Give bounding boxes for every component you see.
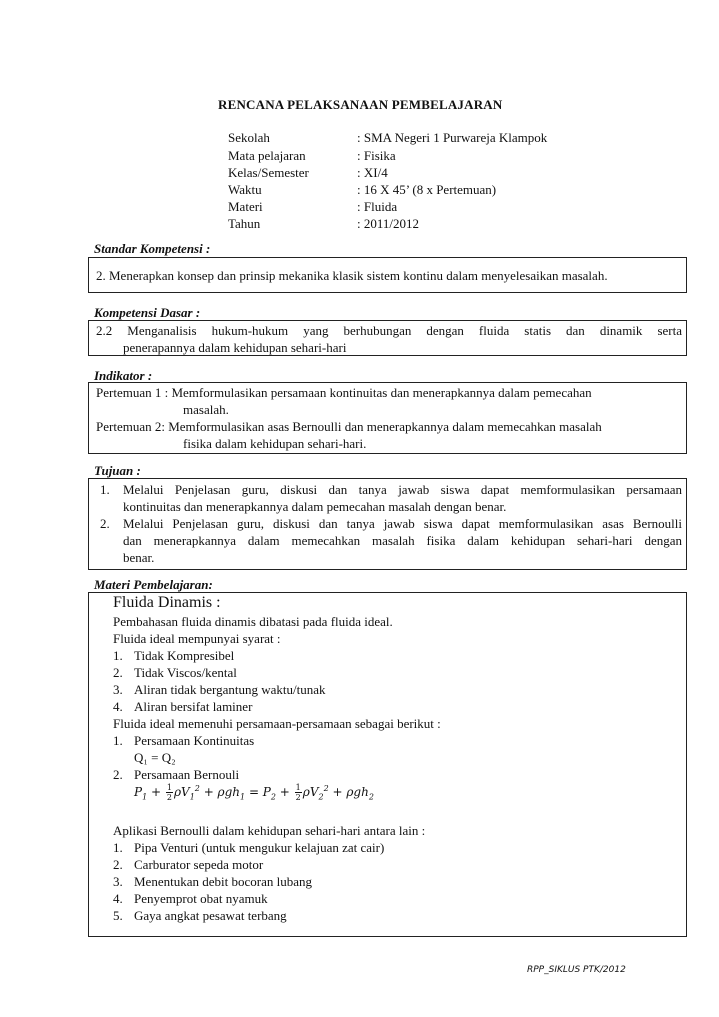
tujuan-box [88, 478, 687, 570]
syarat-item: Aliran tidak bergantung waktu/tunak [134, 682, 326, 697]
info-value: : Fisika [357, 148, 396, 163]
tujuan-line: kontinuitas dan menerapkannya dalam pemecahan masalah dengan benar. [123, 499, 507, 514]
aplikasi-item: Pipa Venturi (untuk mengukur kelajuan zat cair) [134, 840, 385, 855]
bernoulli-equation: $P_1$ + $\frac{1}{2}$ $\rho V_1^2 + \rho gh_1 = P_2$ + $\frac{1}{2}$ $\rho V_2^2 + \rho gh_2$ [134, 783, 374, 802]
syarat-item: Tidak Kompresibel [134, 648, 235, 663]
info-label: Sekolah [228, 130, 270, 145]
tujuan-line: dan menerapkannya dalam memecahkan masalah fisika dalam kehidupan sehari-hari dengan [123, 533, 682, 548]
persamaan-item: Persamaan Kontinuitas [134, 733, 255, 748]
syarat-item: Tidak Viscos/kental [134, 665, 237, 680]
list-number: 5. [113, 908, 123, 923]
aplikasi-item: Penyemprot obat nyamuk [134, 891, 268, 906]
aplikasi-item: Menentukan debit bocoran lubang [134, 874, 312, 889]
info-label: Mata pelajaran [228, 148, 306, 163]
tujuan-line: Melalui Penjelasan guru, diskusi dan tanya jawab siswa dapat memformulasikan persamaan [123, 482, 682, 497]
page-footer: RPP_SIKLUS PTK/2012 [527, 965, 626, 975]
info-label: Waktu [228, 182, 262, 197]
materi-text: Aplikasi Bernoulli dalam kehidupan sehari-hari antara lain : [113, 823, 426, 838]
materi-box [88, 592, 687, 937]
info-value: : XI/4 [357, 165, 388, 180]
info-value: : SMA Negeri 1 Purwareja Klampok [357, 130, 548, 145]
materi-heading: Materi Pembelajaran: [94, 577, 213, 592]
materi-subheading: Fluida Dinamis : [113, 594, 221, 611]
list-number: 1. [113, 733, 123, 748]
list-number: 1. [113, 840, 123, 855]
list-number: 2. [113, 767, 123, 782]
standar-box [88, 257, 687, 293]
list-number: 3. [113, 874, 123, 889]
info-label: Kelas/Semester [228, 165, 309, 180]
persamaan-item: Persamaan Bernouli [134, 767, 240, 782]
list-number: 3. [113, 682, 123, 697]
info-label: Materi [228, 199, 263, 214]
kontinuitas-equation: Q₁ = Q₂ [134, 750, 176, 765]
indikator-line: masalah. [183, 402, 229, 417]
info-value: : Fluida [357, 199, 398, 214]
indikator-line: fisika dalam kehidupan sehari-hari. [183, 436, 367, 451]
materi-text: Fluida ideal mempunyai syarat : [113, 631, 281, 646]
list-number: 2. [113, 665, 123, 680]
indikator-line: Pertemuan 2: Memformulasikan asas Bernoulli dan menerapkannya dalam memecahkan masalah [96, 419, 602, 434]
aplikasi-item: Carburator sepeda motor [134, 857, 264, 872]
indikator-line: Pertemuan 1 : Memformulasikan persamaan kontinuitas dan menerapkannya dalam pemecahan [96, 385, 592, 400]
kompetensi-heading: Kompetensi Dasar : [94, 305, 201, 320]
list-number: 1. [113, 648, 123, 663]
tujuan-line: Melalui Penjelasan guru, diskusi dan tanya jawab siswa dapat memformulasikan asas Bernoulli [123, 516, 682, 531]
list-number: 4. [113, 891, 123, 906]
standar-heading: Standar Kompetensi : [94, 241, 211, 256]
materi-text: Fluida ideal memenuhi persamaan-persamaan sebagai berikut : [113, 716, 441, 731]
document-title: RENCANA PELAKSANAAN PEMBELAJARAN [218, 97, 503, 112]
kompetensi-line: penerapannya dalam kehidupan sehari-hari [123, 340, 347, 355]
info-value: : 2011/2012 [357, 216, 419, 231]
standar-text: 2. Menerapkan konsep dan prinsip mekanika klasik sistem kontinu dalam menyelesaikan masalah. [96, 268, 608, 283]
tujuan-line: benar. [123, 550, 155, 565]
list-number: 4. [113, 699, 123, 714]
indikator-box [88, 382, 687, 454]
kompetensi-box [88, 320, 687, 356]
tujuan-heading: Tujuan : [94, 463, 141, 478]
list-number: 2. [113, 857, 123, 872]
list-number: 1. [100, 482, 110, 497]
aplikasi-item: Gaya angkat pesawat terbang [134, 908, 287, 923]
kompetensi-line: 2.2 Menganalisis hukum-hukum yang berhubungan dengan fluida statis dan dinamik serta [96, 323, 682, 338]
info-label: Tahun [228, 216, 261, 231]
syarat-item: Aliran bersifat laminer [134, 699, 253, 714]
info-value: : 16 X 45’ (8 x Pertemuan) [357, 182, 497, 197]
materi-text: Pembahasan fluida dinamis dibatasi pada fluida ideal. [113, 614, 393, 629]
indikator-heading: Indikator : [94, 368, 153, 383]
list-number: 2. [100, 516, 110, 531]
